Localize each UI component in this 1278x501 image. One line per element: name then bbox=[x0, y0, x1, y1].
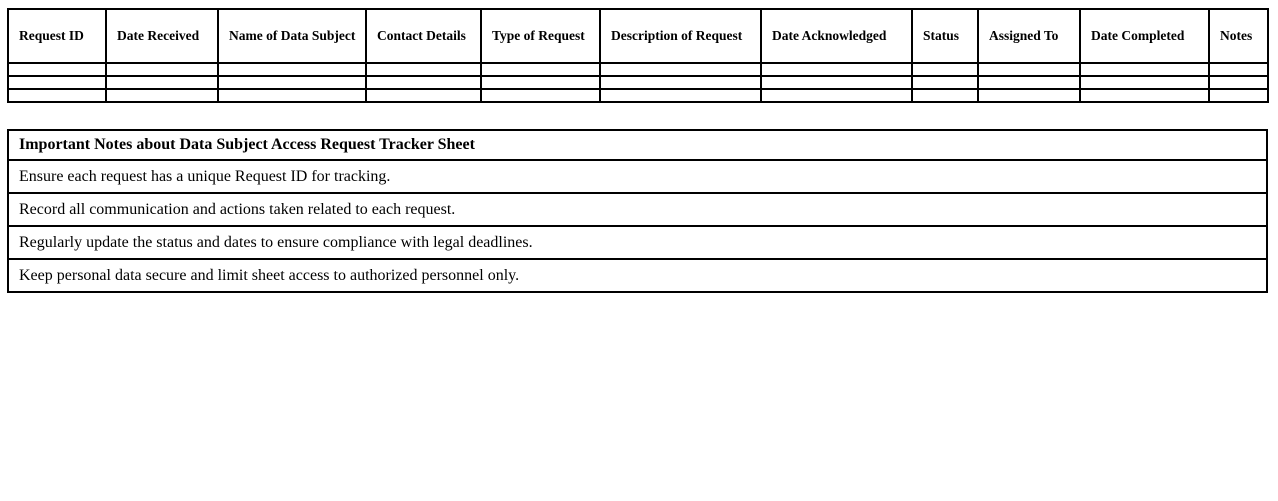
tracker-empty-row bbox=[8, 76, 1268, 89]
tracker-empty-cell-name-of-data-subject bbox=[218, 63, 366, 76]
column-header-date-acknowledged: Date Acknowledged bbox=[761, 9, 912, 63]
tracker-empty-cell-contact-details bbox=[366, 63, 481, 76]
tracker-empty-cell-date-completed bbox=[1080, 89, 1209, 102]
tracker-empty-cell-type-of-request bbox=[481, 63, 600, 76]
tracker-empty-cell-assigned-to bbox=[978, 89, 1080, 102]
important-notes-table bbox=[7, 129, 1268, 293]
tracker-empty-cell-date-acknowledged bbox=[761, 89, 912, 102]
tracker-empty-cell-date-received bbox=[106, 63, 218, 76]
tracker-empty-cell-assigned-to bbox=[978, 63, 1080, 76]
note-row bbox=[8, 193, 1267, 226]
notes-title-row bbox=[8, 130, 1267, 160]
column-header-status: Status bbox=[912, 9, 978, 63]
column-header-type-of-request: Type of Request bbox=[481, 9, 600, 63]
note-row bbox=[8, 226, 1267, 259]
tracker-empty-cell-description-of-request bbox=[600, 89, 761, 102]
tracker-empty-cell-name-of-data-subject bbox=[218, 89, 366, 102]
column-header-description-of-request: Description of Request bbox=[600, 9, 761, 63]
tracker-empty-cell-date-completed bbox=[1080, 63, 1209, 76]
note-row bbox=[8, 160, 1267, 193]
tracker-empty-cell-date-acknowledged bbox=[761, 63, 912, 76]
tracker-empty-cell-assigned-to bbox=[978, 76, 1080, 89]
tracker-empty-cell-type-of-request bbox=[481, 76, 600, 89]
column-header-request-id: Request ID bbox=[8, 9, 106, 63]
column-header-notes: Notes bbox=[1209, 9, 1268, 63]
dsar-tracker-table bbox=[7, 8, 1269, 103]
tracker-empty-cell-date-received bbox=[106, 89, 218, 102]
note-text: Ensure each request has a unique Request ID for tracking. bbox=[8, 160, 1267, 193]
tracker-header-row bbox=[8, 9, 1268, 63]
tracker-empty-cell-notes bbox=[1209, 89, 1268, 102]
tracker-empty-cell-notes bbox=[1209, 76, 1268, 89]
tracker-empty-cell-date-received bbox=[106, 76, 218, 89]
tracker-empty-row bbox=[8, 89, 1268, 102]
tracker-empty-cell-status bbox=[912, 63, 978, 76]
note-text: Keep personal data secure and limit sheet access to authorized personnel only. bbox=[8, 259, 1267, 292]
column-header-date-completed: Date Completed bbox=[1080, 9, 1209, 63]
column-header-assigned-to: Assigned To bbox=[978, 9, 1080, 63]
tracker-empty-cell-request-id bbox=[8, 76, 106, 89]
tracker-empty-cell-status bbox=[912, 76, 978, 89]
tracker-empty-cell-contact-details bbox=[366, 76, 481, 89]
tracker-empty-cell-request-id bbox=[8, 89, 106, 102]
tracker-empty-cell-description-of-request bbox=[600, 76, 761, 89]
tracker-empty-cell-contact-details bbox=[366, 89, 481, 102]
tracker-empty-cell-date-completed bbox=[1080, 76, 1209, 89]
note-row bbox=[8, 259, 1267, 292]
tracker-empty-cell-description-of-request bbox=[600, 63, 761, 76]
tracker-empty-row bbox=[8, 63, 1268, 76]
tracker-empty-cell-name-of-data-subject bbox=[218, 76, 366, 89]
column-header-date-received: Date Received bbox=[106, 9, 218, 63]
note-text: Record all communication and actions taken related to each request. bbox=[8, 193, 1267, 226]
tracker-empty-cell-type-of-request bbox=[481, 89, 600, 102]
note-text: Regularly update the status and dates to ensure compliance with legal deadlines. bbox=[8, 226, 1267, 259]
column-header-name-of-data-subject: Name of Data Subject bbox=[218, 9, 366, 63]
column-header-contact-details: Contact Details bbox=[366, 9, 481, 63]
tracker-empty-cell-notes bbox=[1209, 63, 1268, 76]
tracker-empty-cell-request-id bbox=[8, 63, 106, 76]
tracker-empty-cell-status bbox=[912, 89, 978, 102]
notes-title: Important Notes about Data Subject Access Request Tracker Sheet bbox=[8, 130, 1267, 160]
tracker-empty-cell-date-acknowledged bbox=[761, 76, 912, 89]
